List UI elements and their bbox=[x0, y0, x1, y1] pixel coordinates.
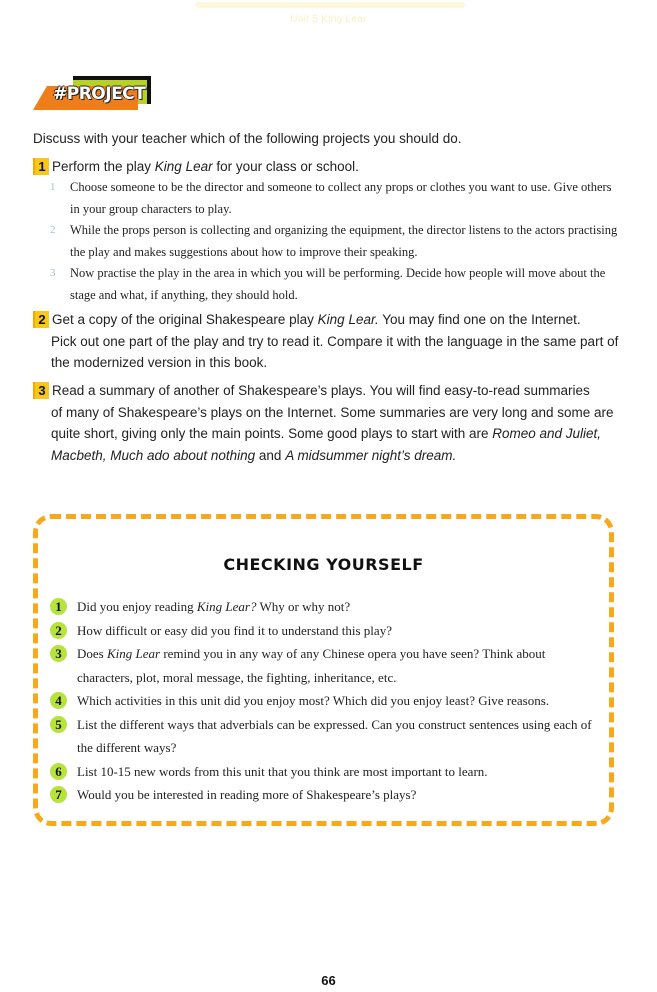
step-text: Now practise the play in the area in which you will be performing. Decide how people will move about the stage and what, if anything, they should hold. bbox=[70, 266, 606, 302]
checking-text-italic: King Lear bbox=[106, 646, 161, 661]
project-badge-label: #PROJECT bbox=[53, 84, 146, 104]
checking-item bbox=[50, 689, 595, 713]
step-number: 3 bbox=[50, 267, 56, 279]
project-2-rest: Pick out one part of the play and try to read it. Compare it with the language in the same part of the modernized version in this book. bbox=[51, 333, 619, 370]
project-1-title: King Lear bbox=[154, 159, 213, 174]
checking-text-a: List the different ways that adverbials can be expressed. Can you construct sentences using each of the different ways? bbox=[77, 716, 592, 755]
checking-item bbox=[50, 595, 595, 619]
project-1-steps bbox=[50, 177, 620, 306]
checking-item bbox=[50, 713, 595, 760]
project-number-badge: 2 bbox=[33, 311, 49, 328]
checking-number-circle: 1 bbox=[50, 598, 67, 615]
checking-text-a: Does bbox=[77, 646, 107, 661]
project-3-and: and bbox=[255, 447, 286, 463]
step-text: While the props person is collecting and organizing the equipment, the director listens to the actors practising the play and makes suggestions about how to improve their speaking. bbox=[70, 223, 618, 259]
project-2-title: King Lear. bbox=[317, 312, 379, 327]
intro-text: Discuss with your teacher which of the following projects you should do. bbox=[33, 131, 462, 146]
step-number: 1 bbox=[50, 181, 56, 193]
step-number: 2 bbox=[50, 224, 56, 236]
checking-item bbox=[50, 642, 595, 689]
checking-item bbox=[50, 619, 595, 643]
checking-text-b: remind you in any way of any Chinese opera you have seen? Think about characters, plot, moral message, the fighting, inheritance, etc. bbox=[77, 646, 546, 685]
project-item-3 bbox=[33, 380, 619, 466]
step-item bbox=[50, 220, 620, 263]
checking-item bbox=[50, 783, 595, 807]
checking-yourself-box bbox=[33, 514, 614, 826]
project-1-text-a: Perform the play bbox=[52, 159, 155, 174]
project-3-plays-b: A midsummer night’s dream. bbox=[285, 447, 457, 463]
project-3-plays-a: Romeo and Juliet, Macbeth, Much ado about nothing bbox=[51, 426, 602, 463]
checking-text-a: List 10-15 new words from this unit that you think are most important to learn. bbox=[77, 763, 488, 779]
checking-text-a: Which activities in this unit did you enjoy most? Which did you enjoy least? Give reasons. bbox=[77, 693, 550, 708]
running-head: Unit 5 King Lear bbox=[290, 14, 367, 25]
project-1-text-b: for your class or school. bbox=[212, 159, 359, 174]
page-number: 66 bbox=[321, 973, 336, 988]
project-number-badge: 1 bbox=[33, 158, 49, 175]
checking-number-circle: 2 bbox=[50, 622, 67, 639]
running-head-decoration bbox=[195, 2, 465, 8]
project-badge bbox=[33, 76, 151, 110]
checking-text-a: Did you enjoy reading bbox=[77, 599, 197, 614]
step-item bbox=[50, 177, 620, 220]
project-number-badge: 3 bbox=[33, 382, 49, 399]
project-2-text-b: You may find one on the Internet. bbox=[378, 312, 581, 327]
checking-number-circle: 6 bbox=[50, 763, 67, 780]
checking-number-circle: 4 bbox=[50, 692, 67, 709]
checking-number-circle: 3 bbox=[50, 645, 67, 662]
checking-yourself-title: CHECKING YOURSELF bbox=[223, 555, 424, 574]
step-item bbox=[50, 263, 620, 306]
checking-item bbox=[50, 760, 595, 784]
step-text: Choose someone to be the director and someone to collect any props or clothes you want to use. Give others in your group characters to play. bbox=[70, 180, 612, 216]
project-2-text-a: Get a copy of the original Shakespeare play bbox=[52, 312, 318, 327]
project-3-line1: Read a summary of another of Shakespeare’s plays. You will find easy-to-read summaries bbox=[52, 383, 590, 398]
project-item-1 bbox=[33, 156, 619, 178]
checking-text-a: How difficult or easy did you find it to understand this play? bbox=[77, 622, 392, 638]
checking-yourself-list bbox=[50, 595, 595, 807]
checking-text-b: Why or why not? bbox=[256, 599, 351, 614]
checking-number-circle: 5 bbox=[50, 716, 67, 733]
checking-text-a: Would you be interested in reading more of Shakespeare’s plays? bbox=[77, 787, 417, 802]
project-3-rest: of many of Shakespeare’s plays on the Internet. Some summaries are very long and some are quite short, giving only the main points. Some good plays to start with are bbox=[51, 404, 614, 441]
checking-text-italic: King Lear? bbox=[196, 599, 257, 614]
checking-number-circle: 7 bbox=[50, 786, 67, 803]
project-item-2 bbox=[33, 309, 619, 374]
